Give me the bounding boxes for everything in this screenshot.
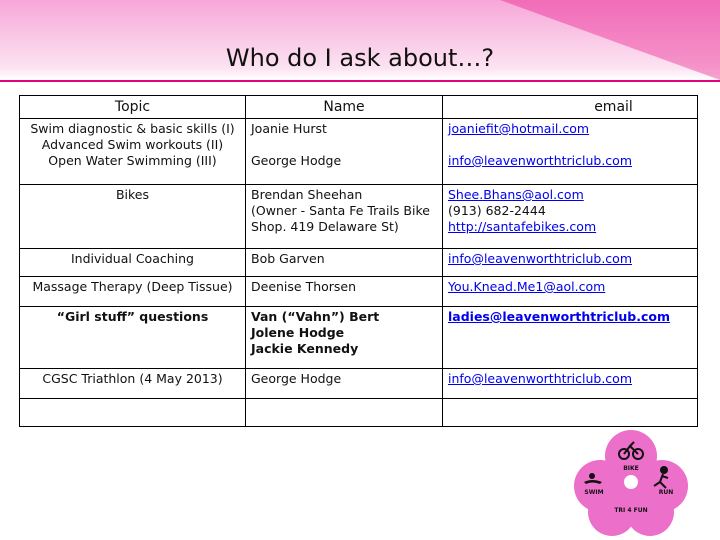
topic-text: Advanced Swim workouts (II) — [41, 137, 224, 152]
email-link[interactable]: You.Knead.Me1@aol.com — [448, 279, 606, 294]
header-topic: Topic — [20, 96, 246, 119]
contacts-table — [19, 95, 698, 427]
header-email: email — [443, 96, 698, 119]
email-link[interactable]: info@leavenworthtriclub.com — [448, 371, 632, 386]
table-row-empty — [20, 399, 698, 427]
website-link[interactable]: http://santafebikes.com — [448, 219, 597, 234]
email-link[interactable]: joaniefit@hotmail.com — [448, 121, 590, 136]
contact-name: Joanie Hurst — [251, 121, 327, 136]
name-cell — [246, 185, 443, 249]
table-header-row — [20, 96, 698, 119]
name-cell: Deenise Thorsen — [246, 277, 443, 307]
logo-bike-label: BIKE — [623, 465, 639, 472]
email-link[interactable]: info@leavenworthtriclub.com — [448, 153, 632, 168]
name-cell — [246, 119, 443, 185]
topic-cell: Massage Therapy (Deep Tissue) — [20, 277, 246, 307]
header-name: Name — [246, 96, 443, 119]
contact-name: Jackie Kennedy — [251, 341, 359, 356]
table-row — [20, 369, 698, 399]
email-cell — [443, 277, 698, 307]
table-row — [20, 185, 698, 249]
contact-detail: Shop. 419 Delaware St) — [251, 219, 399, 234]
contact-name: George Hodge — [251, 153, 342, 168]
topic-text: Open Water Swimming (III) — [48, 153, 217, 168]
email-cell — [443, 307, 698, 369]
contact-name: Van (“Vahn”) Bert — [251, 309, 380, 324]
email-cell — [443, 185, 698, 249]
email-cell — [443, 369, 698, 399]
name-cell: George Hodge — [246, 369, 443, 399]
logo-swim-label: SWIM — [584, 489, 604, 496]
name-cell — [246, 307, 443, 369]
email-link[interactable]: Shee.Bhans@aol.com — [448, 187, 584, 202]
email-cell — [443, 119, 698, 185]
phone-number: (913) 682-2444 — [448, 203, 546, 218]
email-cell — [443, 249, 698, 277]
email-link[interactable]: ladies@leavenworthtriclub.com — [448, 309, 671, 324]
page-title: Who do I ask about…? — [225, 44, 495, 72]
email-link[interactable]: info@leavenworthtriclub.com — [448, 251, 632, 266]
logo-tagline: TRI 4 FUN — [614, 507, 648, 514]
empty-cell — [443, 399, 698, 427]
logo-run-label: RUN — [658, 489, 674, 496]
contact-name: Jolene Hodge — [251, 325, 345, 340]
topic-cell: “Girl stuff” questions — [20, 307, 246, 369]
table-row — [20, 249, 698, 277]
topic-cell: Bikes — [20, 185, 246, 249]
logo-center — [624, 475, 638, 489]
empty-cell — [246, 399, 443, 427]
table-row — [20, 119, 698, 185]
topic-text: Swim diagnostic & basic skills (I) — [30, 121, 235, 136]
table-row — [20, 307, 698, 369]
name-cell: Bob Garven — [246, 249, 443, 277]
empty-cell — [20, 399, 246, 427]
contact-name: Brendan Sheehan — [251, 187, 363, 202]
tri-4-fun-logo — [570, 426, 692, 538]
contact-detail: (Owner - Santa Fe Trails Bike — [251, 203, 430, 218]
table-row — [20, 277, 698, 307]
topic-cell: CGSC Triathlon (4 May 2013) — [20, 369, 246, 399]
topic-cell — [20, 119, 246, 185]
topic-cell: Individual Coaching — [20, 249, 246, 277]
